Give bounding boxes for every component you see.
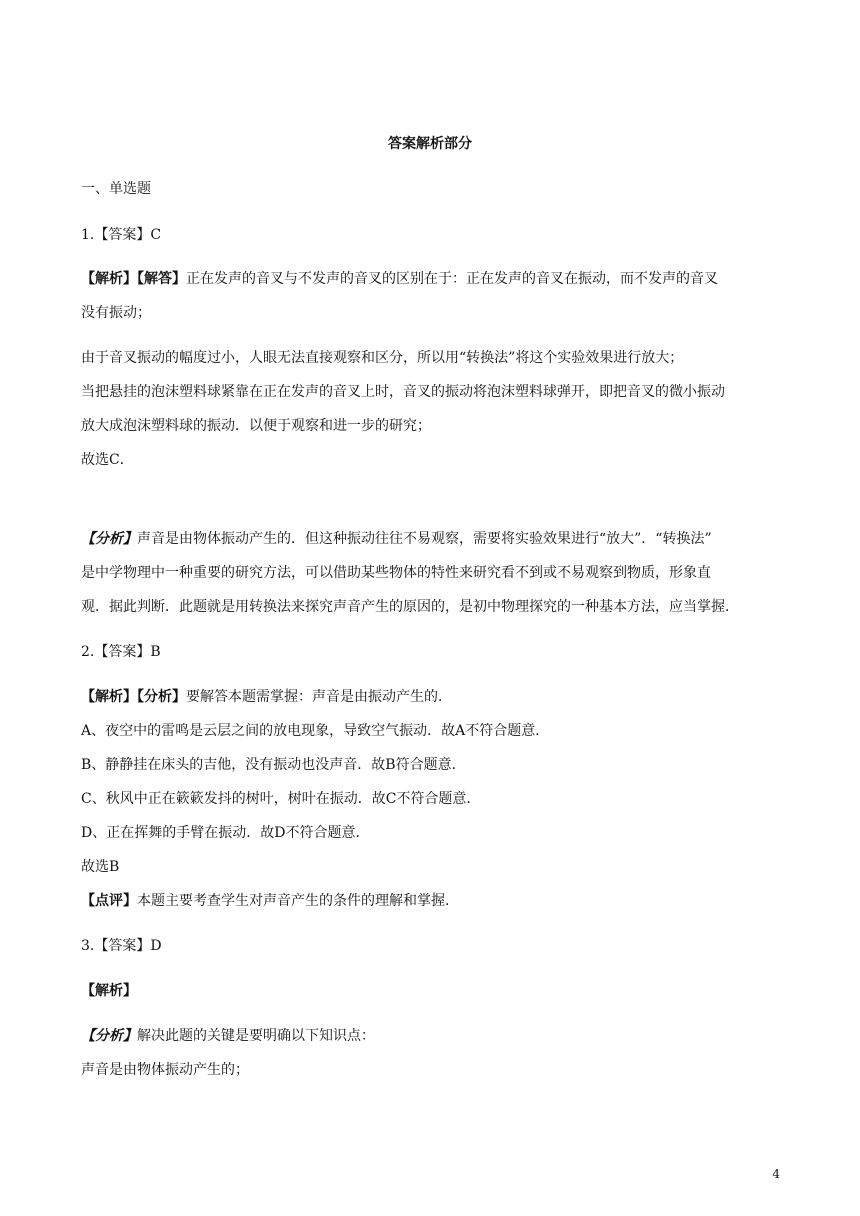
q2-tag-analysis: 【解析】: [81, 689, 137, 705]
q3-tag-analysis: 【解析】: [81, 983, 137, 999]
q3-analysis-line-1: [81, 1027, 781, 1045]
q1-explanation-line-4: 当把悬挂的泡沫塑料球紧靠在正在发声的音叉上时，音叉的振动将泡沫塑料球弹开，即把音叉的微小振动: [81, 384, 725, 400]
q1-analysis-line-1: [81, 530, 781, 548]
q1-tag-analysis: 【解析】: [81, 271, 137, 287]
q1-tag-analysis-note: 【分析】: [81, 531, 137, 547]
q3-analysis-1-text: 解决此题的关键是要明确以下知识点：: [137, 1028, 375, 1044]
q1-analysis-1-text: 声音是由物体振动产生的．但这种振动往往不易观察，需要将实验效果进行“放大”．“转换法”: [137, 531, 712, 547]
q2-choice: 故选B: [81, 859, 120, 875]
page-title: 答案解析部分: [388, 136, 472, 152]
q1-explanation-line-3: 由于音叉振动的幅度过小，人眼无法直接观察和区分，所以用“转换法”将这个实验效果进行放大；: [81, 350, 684, 366]
q2-line-1-text: 要解答本题需掌握：声音是由振动产生的．: [186, 689, 452, 705]
q2-answer: 2.【答案】B: [81, 644, 161, 660]
q1-analysis-line-3: 观．据此判断．此题就是用转换法来探究声音产生的原因的，是初中物理探究的一种基本方法，应当掌握．: [81, 599, 739, 615]
q2-option-d: D、正在挥舞的手臂在振动．故D不符合题意．: [81, 825, 370, 841]
q1-choice: 故选C．: [81, 452, 134, 468]
q3-tag-analysis-note: 【分析】: [81, 1028, 137, 1044]
q1-explanation-line-1: [81, 270, 781, 288]
q1-analysis-line-2: 是中学物理中一种重要的研究方法，可以借助某些物体的特性来研究看不到或不易观察到物质，形象直: [81, 565, 711, 581]
page-number: 4: [772, 1167, 780, 1181]
section-heading: 一、单选题: [81, 181, 151, 197]
q2-comment: [81, 892, 781, 910]
q1-answer: 1.【答案】C: [81, 227, 162, 243]
q1-explanation-line-5: 放大成泡沫塑料球的振动．以便于观察和进一步的研究；: [81, 418, 431, 434]
q3-analysis-line-2: 声音是由物体振动产生的；: [81, 1062, 249, 1078]
q3-answer: 3.【答案】D: [81, 938, 162, 954]
q2-explanation-line-1: [81, 688, 781, 706]
q1-explanation-line-2: 没有振动；: [81, 305, 151, 321]
q2-option-c: C、秋风中正在簌簌发抖的树叶，树叶在振动．故C不符合题意．: [81, 791, 481, 807]
q1-line-1-text: 正在发声的音叉与不发声的音叉的区别在于：正在发声的音叉在振动，而不发声的音叉: [186, 271, 718, 287]
q2-option-a: A、夜空中的雷鸣是云层之间的放电现象，导致空气振动．故A不符合题意．: [81, 723, 550, 739]
q2-tag-analysis-note: 【分析】: [137, 689, 186, 705]
q2-comment-text: 本题主要考查学生对声音产生的条件的理解和掌握．: [137, 893, 459, 909]
q2-option-b: B、静静挂在床头的吉他，没有振动也没声音．故B符合题意．: [81, 757, 466, 773]
q2-tag-comment: 【点评】: [81, 893, 137, 909]
q1-tag-solution: 【解答】: [137, 271, 186, 287]
